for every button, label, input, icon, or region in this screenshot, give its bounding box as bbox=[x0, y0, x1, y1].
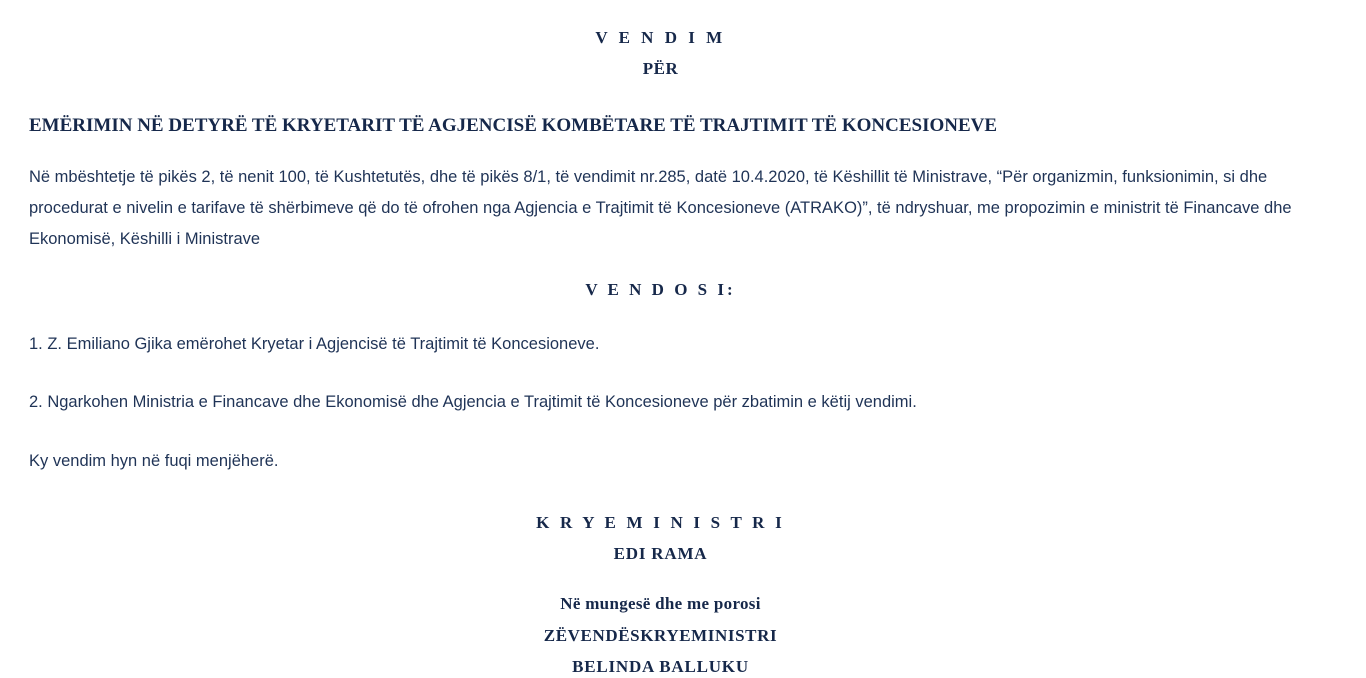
decision-item-2: 2. Ngarkohen Ministria e Financave dhe Ekonomisë dhe Agjencia e Trajtimit të Koncesioneve për zbatimin e këtij vendimi. bbox=[29, 393, 917, 412]
document-subject-title: EMËRIMIN NË DETYRË TË KRYETARIT TË AGJENCISË KOMBËTARE TË TRAJTIMIT TË KONCESIONEVE bbox=[29, 114, 998, 136]
document-preamble-paragraph: Në mbështetje të pikës 2, të nenit 100, të Kushtetutës, dhe të pikës 8/1, të vendimit nr.285, datë 10.4.2020, të Këshillit të Ministrave, “Për organizmin, funksionimin, si dhe procedurat e nivelin e tarifave të shërbimeve që do të ofrohen nga Agjencia e Trajtimit të Koncesioneve (ATRAKO)”, të ndryshuar, me propozimin e ministrit të Financave dhe Ekonomisë, Këshilli i Ministrave bbox=[29, 168, 1292, 248]
signature-deputy-name: BELINDA BALLUKU bbox=[572, 657, 749, 677]
document-content bbox=[29, 0, 1292, 678]
decision-label: V E N D O S I: bbox=[585, 280, 736, 300]
signature-name: EDI RAMA bbox=[613, 543, 708, 563]
decision-item-1: 1. Z. Emiliano Gjika emërohet Kryetar i Agjencisë të Trajtimit të Koncesioneve. bbox=[29, 335, 600, 354]
signature-role-title: K R Y E M I N I S T R I bbox=[536, 512, 785, 532]
effective-note: Ky vendim hyn në fuqi menjëherë. bbox=[29, 451, 279, 470]
signature-deputy-role: ZËVENDËSKRYEMINISTRI bbox=[543, 625, 778, 645]
document-heading-sub: PËR bbox=[642, 59, 679, 79]
signature-absence-note: Në mungesë dhe me porosi bbox=[560, 594, 761, 614]
document-heading: V E N D I M bbox=[595, 28, 726, 47]
